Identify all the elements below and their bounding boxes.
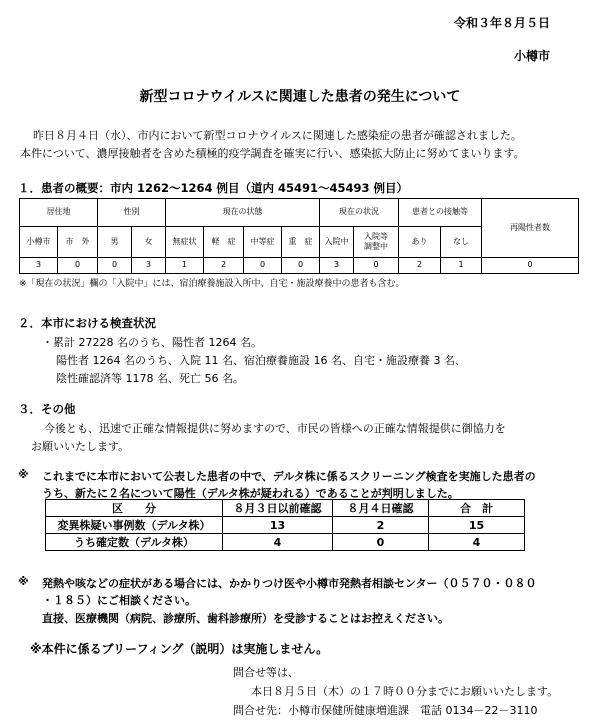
subheader-female: 女: [132, 227, 166, 258]
subheader-city-in: 小樽市: [20, 227, 58, 258]
contact-department: 問合せ先：小樽市保健所健康増進課 電話 0134－22－3110: [233, 704, 538, 717]
value-hospitalized: 3: [320, 258, 354, 274]
delta-row-2-label: うち確定数（デルタ株）: [46, 534, 223, 551]
briefing-notice: ※本件に係るブリーフィング（説明）は実施しません。: [30, 642, 329, 656]
header-situation: 現在の状況: [320, 199, 399, 227]
testing-line-3: 陰性確認済等 1178 名、死亡 56 名。: [56, 372, 244, 385]
value-asymptomatic: 1: [166, 258, 204, 274]
value-female: 3: [132, 258, 166, 274]
value-city-out: 0: [58, 258, 98, 274]
value-city-in: 3: [20, 258, 58, 274]
delta-row-2-total: 4: [429, 534, 525, 551]
other-line-1: 今後とも、迅速で正確な情報提供に努めますので、市民の皆様への正確な情報提供に御協力を: [44, 422, 506, 435]
delta-row-1-label: 変異株疑い事例数（デルタ株）: [46, 517, 223, 534]
delta-header-total: 合 計: [429, 500, 525, 517]
subheader-adjusting: [354, 227, 399, 258]
header-sex: 性別: [98, 199, 166, 227]
testing-line-1: ・累計 27228 名のうち、陽性者 1264 名。: [42, 336, 262, 349]
table-row: [46, 517, 525, 534]
value-repositive: 0: [482, 258, 579, 274]
subheader-moderate: 中等症: [244, 227, 282, 258]
subheader-contact-no: なし: [441, 227, 482, 258]
document-title: 新型コロナウイルスに関連した患者の発生について: [139, 89, 461, 105]
advice-line-1: 発熱や咳などの症状がある場合には、かかりつけ医や小樽市発熱者相談センター（０５７０・０８０: [42, 577, 537, 590]
value-moderate: 0: [244, 258, 282, 274]
advice-line-2: ・１８５）にご相談ください。: [42, 594, 196, 607]
document-date: 令和３年８月５日: [453, 16, 550, 30]
delta-variant-table: [45, 499, 525, 551]
header-residence: 居住地: [20, 199, 98, 227]
patient-summary-table: [19, 198, 579, 274]
delta-note-line-2: うち、新たに２名について陽性（デルタ株が疑われる）であることが判明しました。: [42, 487, 459, 500]
subheader-adjusting-1: 入院等: [364, 231, 388, 241]
delta-note-mark: ※: [18, 468, 29, 481]
subheader-hospitalized: 入院中: [320, 227, 354, 258]
value-contact-yes: 2: [399, 258, 441, 274]
delta-row-2-before: 4: [223, 534, 333, 551]
value-contact-no: 1: [441, 258, 482, 274]
table-footnote: ※「現在の状況」欄の「入院中」には、宿泊療養施設入所中、自宅・施設療養中の患者も含む。: [19, 279, 405, 289]
delta-header-category: 区 分: [46, 500, 223, 517]
value-severe: 0: [282, 258, 320, 274]
delta-row-1-before: 13: [223, 517, 333, 534]
delta-header-aug4: ８月４日確認: [333, 500, 429, 517]
intro-line-2: 本件について、濃厚接触者を含めた積極的疫学調査を確実に行い、感染拡大防止に努めてまいります。: [20, 147, 525, 160]
advice-line-3: 直接、医療機関（病院、診療所、歯科診療所）を受診することはお控えください。: [42, 612, 449, 625]
other-line-2: お願いいたします。: [31, 440, 130, 453]
delta-row-2-aug4: 0: [333, 534, 429, 551]
section-1-heading: １．患者の概要：市内 1262～1264 例目（道内 45491～45493 例目）: [18, 181, 409, 195]
delta-header-before-aug3: ８月３日以前確認: [223, 500, 333, 517]
advice-note-mark: ※: [18, 575, 29, 588]
value-mild: 2: [204, 258, 244, 274]
subheader-male: 男: [98, 227, 132, 258]
header-repositive: 再陽性者数: [482, 199, 579, 258]
testing-line-2: 陽性者 1264 名のうち、入院 11 名、宿泊療養施設 16 名、自宅・施設療養 3 名、: [56, 354, 466, 367]
delta-row-1-aug4: 2: [333, 517, 429, 534]
contact-label: 問合せ等は、: [233, 666, 299, 679]
value-male: 0: [98, 258, 132, 274]
subheader-mild: 軽 症: [204, 227, 244, 258]
header-contact: 患者との接触等: [399, 199, 482, 227]
section-2-heading: ２．本市における検査状況: [18, 316, 156, 330]
subheader-city-out: 市 外: [58, 227, 98, 258]
subheader-contact-yes: あり: [399, 227, 441, 258]
contact-deadline: 本日８月５日（木）の１７時００分までにお願いいたします。: [251, 685, 559, 698]
table-row: [46, 534, 525, 551]
issuer-city: 小樽市: [513, 49, 550, 63]
subheader-severe: 重 症: [282, 227, 320, 258]
subheader-adjusting-2: 調整中: [364, 242, 388, 251]
value-adjusting: 0: [354, 258, 399, 274]
header-condition: 現在の状態: [166, 199, 320, 227]
intro-line-1: 昨日８月４日（水）、市内において新型コロナウイルスに関連した感染症の患者が確認されました。: [33, 129, 522, 142]
delta-note-line-1: これまでに本市において公表した患者の中で、デルタ株に係るスクリーニング検査を実施した患者の: [42, 470, 536, 483]
delta-row-1-total: 15: [429, 517, 525, 534]
section-3-heading: ３．その他: [18, 402, 76, 416]
subheader-asymptomatic: 無症状: [166, 227, 204, 258]
